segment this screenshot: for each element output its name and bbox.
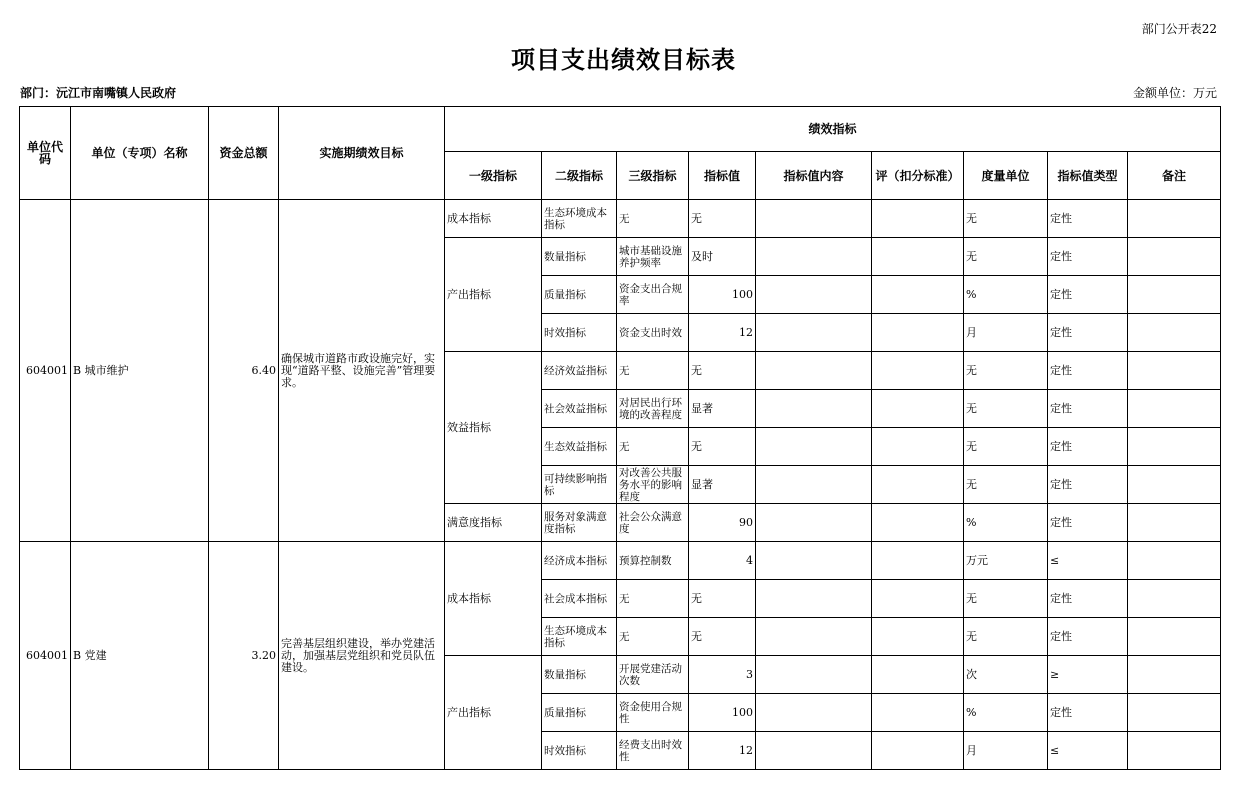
- score-cell: [872, 618, 964, 656]
- level3-cell: 资金支出合规率: [617, 276, 689, 314]
- level3-cell: 资金使用合规性: [617, 694, 689, 732]
- measure-cell: 次: [964, 656, 1048, 694]
- level2-cell: 经济效益指标: [542, 352, 617, 390]
- level2-cell: 数量指标: [542, 656, 617, 694]
- measure-cell: 无: [964, 390, 1048, 428]
- remark-cell: [1128, 238, 1221, 276]
- remark-cell: [1128, 390, 1221, 428]
- content-cell: [756, 314, 872, 352]
- remark-cell: [1128, 580, 1221, 618]
- level2-cell: 社会成本指标: [542, 580, 617, 618]
- type-cell: 定性: [1048, 238, 1128, 276]
- type-cell: 定性: [1048, 580, 1128, 618]
- unit-name-cell: B 党建: [71, 542, 209, 770]
- remark-cell: [1128, 694, 1221, 732]
- level1-cell: 效益指标: [445, 352, 542, 504]
- remark-cell: [1128, 732, 1221, 770]
- content-cell: [756, 466, 872, 504]
- measure-cell: 无: [964, 466, 1048, 504]
- measure-cell: 无: [964, 428, 1048, 466]
- level1-cell: 成本指标: [445, 200, 542, 238]
- table-body: [20, 200, 1221, 770]
- remark-cell: [1128, 656, 1221, 694]
- type-cell: ≤: [1048, 542, 1128, 580]
- value-cell: 无: [689, 352, 756, 390]
- goal-cell: 完善基层组织建设，举办党建活动，加强基层党组织和党员队伍建设。: [279, 542, 445, 770]
- level1-cell: 产出指标: [445, 238, 542, 352]
- header-performance: 绩效指标: [445, 107, 1221, 152]
- level2-cell: 时效指标: [542, 314, 617, 352]
- score-cell: [872, 466, 964, 504]
- value-cell: 显著: [689, 466, 756, 504]
- measure-cell: %: [964, 276, 1048, 314]
- level2-cell: 生态效益指标: [542, 428, 617, 466]
- level3-cell: 对居民出行环境的改善程度: [617, 390, 689, 428]
- level3-cell: 无: [617, 200, 689, 238]
- type-cell: 定性: [1048, 618, 1128, 656]
- value-cell: 100: [689, 276, 756, 314]
- level2-cell: 服务对象满意度指标: [542, 504, 617, 542]
- value-cell: 及时: [689, 238, 756, 276]
- header-measure: 度量单位: [964, 152, 1048, 200]
- remark-cell: [1128, 276, 1221, 314]
- value-cell: 无: [689, 200, 756, 238]
- level3-cell: 预算控制数: [617, 542, 689, 580]
- measure-cell: 月: [964, 314, 1048, 352]
- unit-name-cell: B 城市维护: [71, 200, 209, 542]
- level2-cell: 生态环境成本指标: [542, 618, 617, 656]
- type-cell: 定性: [1048, 428, 1128, 466]
- score-cell: [872, 276, 964, 314]
- value-cell: 90: [689, 504, 756, 542]
- value-cell: 无: [689, 428, 756, 466]
- score-cell: [872, 732, 964, 770]
- level3-cell: 社会公众满意度: [617, 504, 689, 542]
- header-content: 指标值内容: [756, 152, 872, 200]
- level1-cell: 产出指标: [445, 656, 542, 770]
- value-cell: 无: [689, 580, 756, 618]
- header-value: 指标值: [689, 152, 756, 200]
- score-cell: [872, 238, 964, 276]
- score-cell: [872, 694, 964, 732]
- level2-cell: 社会效益指标: [542, 390, 617, 428]
- content-cell: [756, 428, 872, 466]
- measure-cell: %: [964, 504, 1048, 542]
- measure-cell: 无: [964, 238, 1048, 276]
- remark-cell: [1128, 352, 1221, 390]
- measure-cell: 无: [964, 580, 1048, 618]
- score-cell: [872, 504, 964, 542]
- content-cell: [756, 618, 872, 656]
- level2-cell: 经济成本指标: [542, 542, 617, 580]
- level2-cell: 数量指标: [542, 238, 617, 276]
- content-cell: [756, 732, 872, 770]
- score-cell: [872, 352, 964, 390]
- type-cell: 定性: [1048, 352, 1128, 390]
- level3-cell: 开展党建活动次数: [617, 656, 689, 694]
- table-row: [20, 200, 1221, 238]
- amount-unit-label: 金额单位：万元: [1132, 86, 1217, 100]
- content-cell: [756, 504, 872, 542]
- measure-cell: 无: [964, 352, 1048, 390]
- value-cell: 12: [689, 314, 756, 352]
- amount-cell: 3.20: [209, 542, 279, 770]
- unit-code-cell: 604001: [20, 542, 71, 770]
- table-row: [20, 542, 1221, 580]
- department-label: 部门：沅江市南嘴镇人民政府: [20, 86, 177, 100]
- header-total-funds: 资金总额: [209, 107, 279, 200]
- remark-cell: [1128, 542, 1221, 580]
- performance-table: [19, 106, 1221, 770]
- level3-cell: 无: [617, 580, 689, 618]
- value-cell: 3: [689, 656, 756, 694]
- measure-cell: 月: [964, 732, 1048, 770]
- score-cell: [872, 390, 964, 428]
- amount-cell: 6.40: [209, 200, 279, 542]
- level3-cell: 经费支出时效性: [617, 732, 689, 770]
- level2-cell: 质量指标: [542, 694, 617, 732]
- type-cell: 定性: [1048, 466, 1128, 504]
- score-cell: [872, 314, 964, 352]
- value-cell: 12: [689, 732, 756, 770]
- measure-cell: %: [964, 694, 1048, 732]
- measure-cell: 无: [964, 200, 1048, 238]
- value-cell: 4: [689, 542, 756, 580]
- value-cell: 100: [689, 694, 756, 732]
- remark-cell: [1128, 314, 1221, 352]
- remark-cell: [1128, 428, 1221, 466]
- header-remark: 备注: [1128, 152, 1221, 200]
- content-cell: [756, 352, 872, 390]
- level2-cell: 生态环境成本指标: [542, 200, 617, 238]
- header-unit-name: 单位（专项）名称: [71, 107, 209, 200]
- content-cell: [756, 694, 872, 732]
- type-cell: 定性: [1048, 694, 1128, 732]
- header-goal: 实施期绩效目标: [279, 107, 445, 200]
- type-cell: 定性: [1048, 390, 1128, 428]
- header-unit-code: 单位代码: [20, 107, 71, 200]
- content-cell: [756, 276, 872, 314]
- remark-cell: [1128, 618, 1221, 656]
- level3-cell: 无: [617, 618, 689, 656]
- unit-code-cell: 604001: [20, 200, 71, 542]
- header-level2: 二级指标: [542, 152, 617, 200]
- score-cell: [872, 542, 964, 580]
- level3-cell: 无: [617, 352, 689, 390]
- form-number: 部门公开表22: [1141, 22, 1217, 36]
- type-cell: 定性: [1048, 504, 1128, 542]
- type-cell: 定性: [1048, 276, 1128, 314]
- remark-cell: [1128, 466, 1221, 504]
- remark-cell: [1128, 504, 1221, 542]
- content-cell: [756, 390, 872, 428]
- level3-cell: 城市基础设施养护频率: [617, 238, 689, 276]
- goal-cell: 确保城市道路市政设施完好，实现“道路平整、设施完善”管理要求。: [279, 200, 445, 542]
- content-cell: [756, 580, 872, 618]
- measure-cell: 无: [964, 618, 1048, 656]
- content-cell: [756, 238, 872, 276]
- header-level3: 三级指标: [617, 152, 689, 200]
- score-cell: [872, 580, 964, 618]
- level3-cell: 对改善公共服务水平的影响程度: [617, 466, 689, 504]
- remark-cell: [1128, 200, 1221, 238]
- level1-cell: 满意度指标: [445, 504, 542, 542]
- type-cell: 定性: [1048, 200, 1128, 238]
- type-cell: 定性: [1048, 314, 1128, 352]
- header-score: 评（扣分标准）: [872, 152, 964, 200]
- content-cell: [756, 200, 872, 238]
- level3-cell: 资金支出时效: [617, 314, 689, 352]
- content-cell: [756, 542, 872, 580]
- type-cell: ≥: [1048, 656, 1128, 694]
- value-cell: 显著: [689, 390, 756, 428]
- level2-cell: 可持续影响指标: [542, 466, 617, 504]
- measure-cell: 万元: [964, 542, 1048, 580]
- level1-cell: 成本指标: [445, 542, 542, 656]
- page-title: 项目支出绩效目标表: [511, 45, 736, 74]
- score-cell: [872, 200, 964, 238]
- type-cell: ≤: [1048, 732, 1128, 770]
- score-cell: [872, 656, 964, 694]
- header-level1: 一级指标: [445, 152, 542, 200]
- level2-cell: 质量指标: [542, 276, 617, 314]
- level2-cell: 时效指标: [542, 732, 617, 770]
- level3-cell: 无: [617, 428, 689, 466]
- value-cell: 无: [689, 618, 756, 656]
- header-type: 指标值类型: [1048, 152, 1128, 200]
- content-cell: [756, 656, 872, 694]
- score-cell: [872, 428, 964, 466]
